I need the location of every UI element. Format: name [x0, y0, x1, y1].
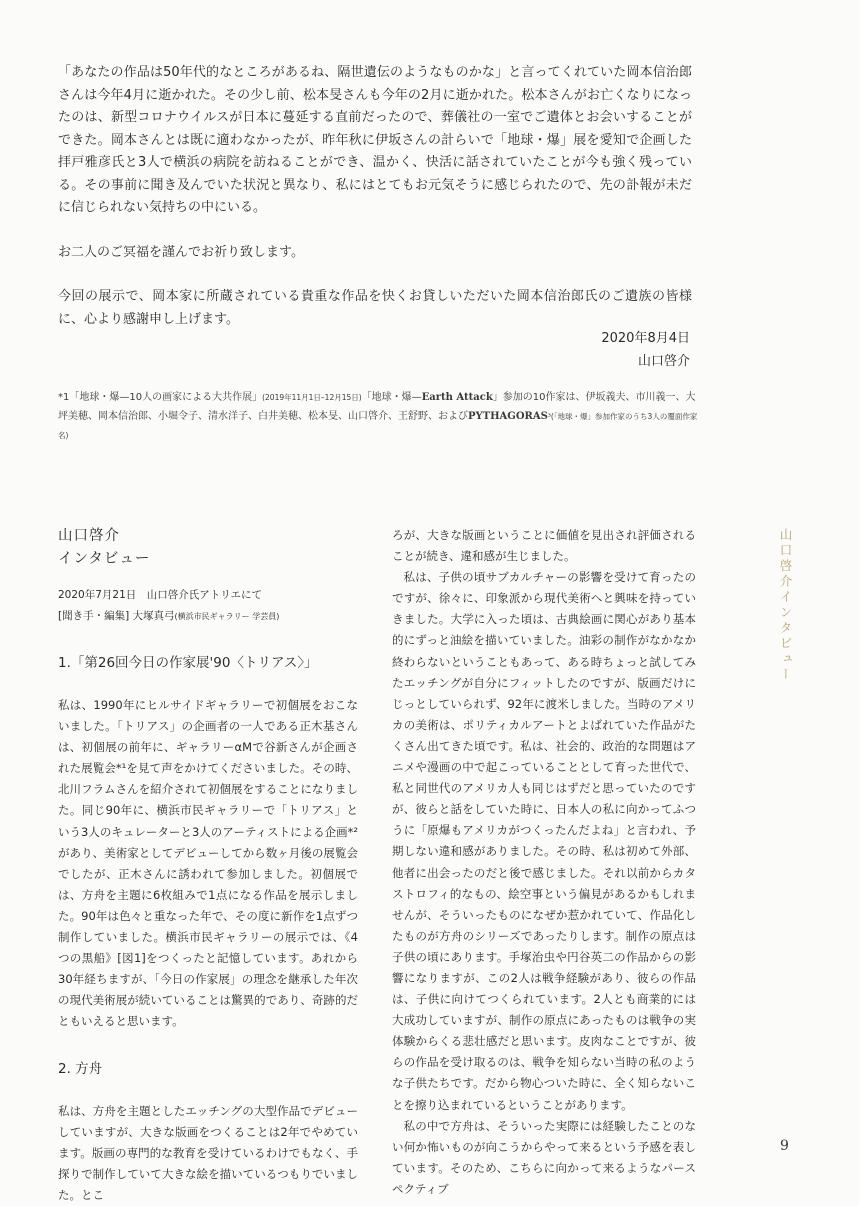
running-side-title: 山口啓介インタビュー	[778, 528, 793, 683]
intro-paragraph-3: 今回の展示で、岡本家に所蔵されている貴重な作品を快くお貸しいただいた岡本信治郎氏のご遺族の皆様に、心より感謝申し上げます。	[58, 289, 692, 327]
right-paragraph-1: ろが、大きな版画ということに価値を見出され評価されることが続き、違和感が生じました。	[392, 528, 696, 564]
right-paragraph-2: 私は、子供の頃サブカルチャーの影響を受けて育ったのですが、徐々に、印象派から現代美術へと興味を持っていきました。大学に入った頃は、古典絵画に関心があり基本的にずっと油絵を描いていました。油彩の制作がなかなか終わらないということもあって、ある時ちょっと試してみたエッチングが自分にフィットしたのですが、版画だけにじっとしていられず、92年に渡米しました。当時のアメリカの美術は、ポリティカルアートとよばれていた作品がたくさん出てきた頃です。私は、社会的、政治的な問題はアニメや漫画の中で起こっていることとして育った世代で、私と同世代のアメリカ人も同じはずだと思っていたのですが、彼らと話をしていた時に、日本人の私に向かってふつうに「原爆もアメリカがつくったんだよね」と言われ、予期しない違和感がありました。その時、私は初めて外部、他者に出会ったのだと後で感じました。それ以前からカタストロフィ的なもの、絵空事という偏見があるかもしれませんが、そういったものになぜか惹かれていて、作品化したものが方舟のシリーズであったりします。制作の原点は子供の頃にあります。手塚治虫や円谷英二の作品からの影響になりますが、この2人は戦争経験があり、彼らの作品は、子供に向けてつくられています。2人とも商業的には大成功していますが、制作の原点にあったものは戦争の実体験からくる悲壮感だと思います。皮肉なことですが、彼らの作品を受け取るのは、戦争を知らない当時の私のような子供たちです。だから物心ついた時に、全く知らないことを擦り込まれているということがあります。	[392, 570, 696, 1112]
intro-text	[58, 62, 692, 331]
interview-editor-role: (横浜市民ギャラリー 学芸員)	[174, 612, 280, 621]
signature-name: 山口啓介	[637, 353, 690, 369]
interview-title	[58, 525, 358, 571]
signature-date: 2020年8月4日	[601, 331, 690, 346]
footnote-part-2: 「地球・爆—	[361, 392, 422, 403]
footnote-pythagoras: PYTHAGORAS	[468, 411, 548, 422]
section-1-heading: 1.「第26回今日の作家展'90〈トリアス〉」	[58, 655, 318, 671]
footnote-dates: (2019年11月1日–12月15日)	[262, 393, 362, 402]
interview-editor	[58, 606, 358, 627]
right-paragraph-3: 私の中で方舟は、そういった実際には経験したことのない何か怖いものが向こうからやって来るという予感を表しています。そのため、こちらに向かって来るようなパースペクティブ	[392, 1118, 696, 1196]
interview-date-place: 2020年7月21日 山口啓介氏アトリエにて	[58, 589, 263, 601]
section-2-body: 私は、方舟を主題としたエッチングの大型作品でデビューしていますが、大きな版画をつくることは2年でやめています。版画の専門的な教育を受けているわけでもなく、手探りで制作していて大きな絵を描いているつもりでいました。とこ	[58, 1103, 358, 1202]
intro-paragraph-2: お二人のご冥福を謹んでお祈り致します。	[58, 244, 304, 260]
intro-paragraph-1: 「あなたの作品は50年代的なところがあるね、隔世遺伝のようなものかな」と言ってくれていた岡本信治郎さんは今年4月に逝かれた。その少し前、松本旻さんも今年の2月に逝かれた。松本さんがお亡くなりになったのは、新型コロナウイルスが日本に蔓延する直前だったので、葬儀社の一室でご遺体とお会いすることができた。岡本さんとは既に適わなかったが、昨年秋に伊坂さんの計らいで「地球・爆」展を愛知で企画した拝戸雅彦氏と3人で横浜の病院を訪ねることができ、温かく、快活に話されていたことが今も強く残っている。その事前に聞き及んでいた状況と異なり、私にはとてもお元気そうに感じられたので、先の訃報が未だに信じられない気持ちの中にいる。	[58, 65, 692, 215]
footnote-part-3: 」参加の10作家は、伊坂義夫、市川義一、大坪美穂、岡本信治郎、小堀令子、清水洋子、白井美穂、松本旻、山口啓介、王舒野、および	[58, 392, 696, 422]
signature-block	[450, 328, 690, 373]
footnote	[58, 388, 698, 445]
section-2-heading: 2. 方舟	[58, 1060, 103, 1077]
interview-editor-label: [聞き手・編集] 大塚真弓	[58, 610, 175, 622]
footnote-part-1: *1「地球・爆—10人の画家による大共作展」	[58, 392, 263, 403]
footnote-exhibit-subtitle: Earth Attack	[421, 392, 493, 403]
section-1-body: 私は、1990年にヒルサイドギャラリーで初個展をおこないました。「トリアス」の企画者の一人である正木基さんは、初個展の前年に、ギャラリーαMで谷新さんが企画された展覧会*¹を見て声をかけてくださいました。その時、北川フラムさんを紹介されて初個展をすることになりました。同じ90年に、横浜市民ギャラリーで「トリアス」という3人のキュレーターと3人のアーティストによる企画*²があり、美術家としてデビューしてから数ヶ月後の展覧会でしたが、正木さんに誘われて参加しました。初個展では、方舟を主題に6枚組みで1点になる作品を展示しました。90年は色々と重なった年で、その度に新作を1点ずつ制作していました。横浜市民ギャラリーの展示では、《4つの黒船》[図1]をつくったと記憶しています。あれから30年経ちますが、「今日の作家展」の理念を継承した年次の現代美術展が続いていることは驚異的であり、奇跡的だともいえると思います。	[58, 698, 358, 1029]
interview-title-label: インタビュー	[58, 551, 151, 567]
footnote-note: ³(「地球・爆」参加作家のうち3人の覆面作家名)	[58, 412, 698, 440]
interview-meta	[58, 585, 358, 627]
page-number: 9	[780, 1138, 789, 1154]
interview-title-name: 山口啓介	[58, 528, 120, 544]
right-column	[392, 525, 696, 1200]
left-column	[58, 525, 358, 1206]
